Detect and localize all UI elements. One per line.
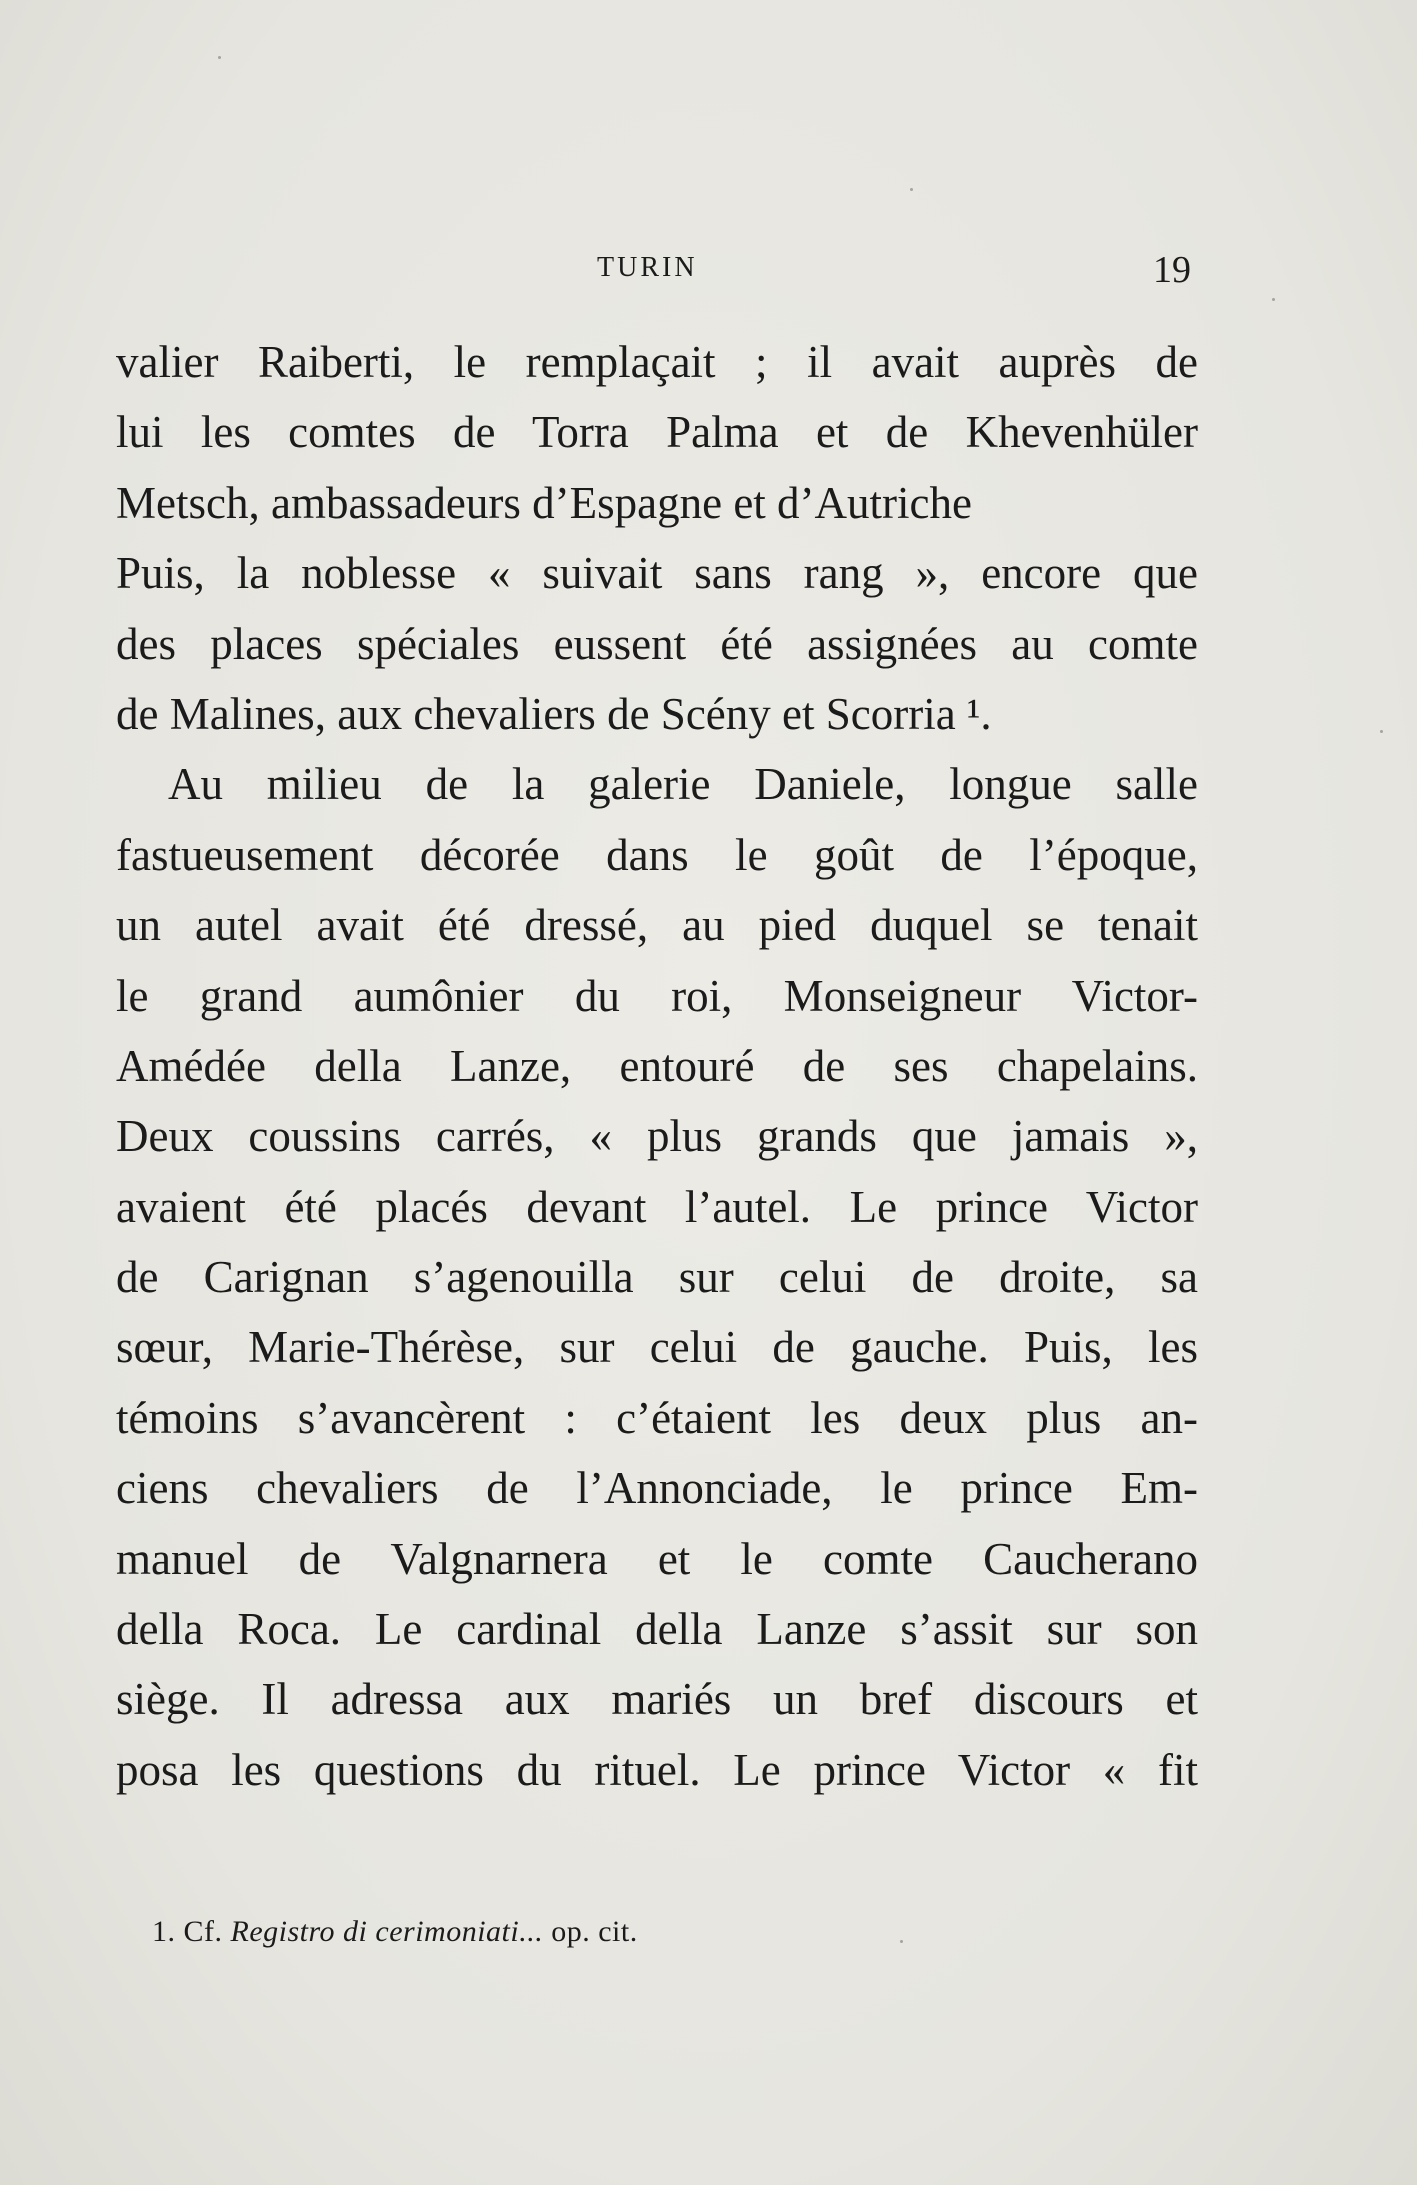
text-line: Metsch, ambassadeurs d’Espagne et d’Autriche bbox=[116, 477, 972, 528]
text-line: avaient été placés devant l’autel. Le prince Victor bbox=[116, 1181, 1198, 1232]
text-line: lui les comtes de Torra Palma et de Khevenhüler bbox=[116, 407, 1198, 458]
page-number: 19 bbox=[1153, 249, 1191, 291]
text-line: témoins s’avancèrent : c’étaient les deux plus an- bbox=[116, 1392, 1198, 1443]
text-line: della Roca. Le cardinal della Lanze s’assit sur son bbox=[116, 1604, 1198, 1655]
paper-speck bbox=[218, 56, 221, 59]
footnote-suffix: op. cit. bbox=[551, 1915, 638, 1948]
text-line: manuel de Valgnarnera et le comte Caucherano bbox=[116, 1533, 1198, 1584]
text-line: Deux coussins carrés, « plus grands que jamais », bbox=[116, 1111, 1198, 1162]
running-title: TURIN bbox=[597, 252, 698, 283]
footnote bbox=[152, 1915, 638, 1949]
text-line: le grand aumônier du roi, Monseigneur Victor- bbox=[116, 970, 1198, 1021]
footnote-prefix: Cf. bbox=[183, 1915, 223, 1948]
text-line: des places spéciales eussent été assignées au comte bbox=[116, 618, 1198, 669]
text-line: siège. Il adressa aux mariés un bref discours et bbox=[116, 1674, 1198, 1725]
text-line: Puis, la noblesse « suivait sans rang », encore que bbox=[116, 548, 1198, 599]
text-line: valier Raiberti, le remplaçait ; il avait auprès de bbox=[116, 337, 1198, 387]
text-line: de Malines, aux chevaliers de Scény et Scorria ¹. bbox=[116, 688, 992, 739]
footnote-source-title: Registro di cerimoniati... bbox=[230, 1915, 544, 1948]
text-line: Amédée della Lanze, entouré de ses chapelains. bbox=[116, 1040, 1198, 1091]
paper-speck bbox=[1380, 730, 1383, 733]
text-line: fastueusement décorée dans le goût de l’époque, bbox=[116, 829, 1198, 880]
text-line: sœur, Marie-Thérèse, sur celui de gauche. Puis, les bbox=[116, 1322, 1198, 1373]
body-text bbox=[116, 327, 1198, 1805]
text-line: Au milieu de la galerie Daniele, longue salle bbox=[168, 759, 1198, 810]
text-line: un autel avait été dressé, au pied duquel se tenait bbox=[116, 900, 1198, 951]
text-line: ciens chevaliers de l’Annonciade, le prince Em- bbox=[116, 1463, 1198, 1514]
paper-speck bbox=[1272, 298, 1275, 301]
page-header bbox=[0, 248, 1417, 298]
paper-speck bbox=[900, 1940, 903, 1943]
text-line: posa les questions du rituel. Le prince Victor « fit bbox=[116, 1744, 1198, 1795]
paper-speck bbox=[910, 188, 913, 191]
footnote-marker: 1. bbox=[152, 1915, 176, 1948]
text-line: de Carignan s’agenouilla sur celui de droite, sa bbox=[116, 1252, 1198, 1303]
